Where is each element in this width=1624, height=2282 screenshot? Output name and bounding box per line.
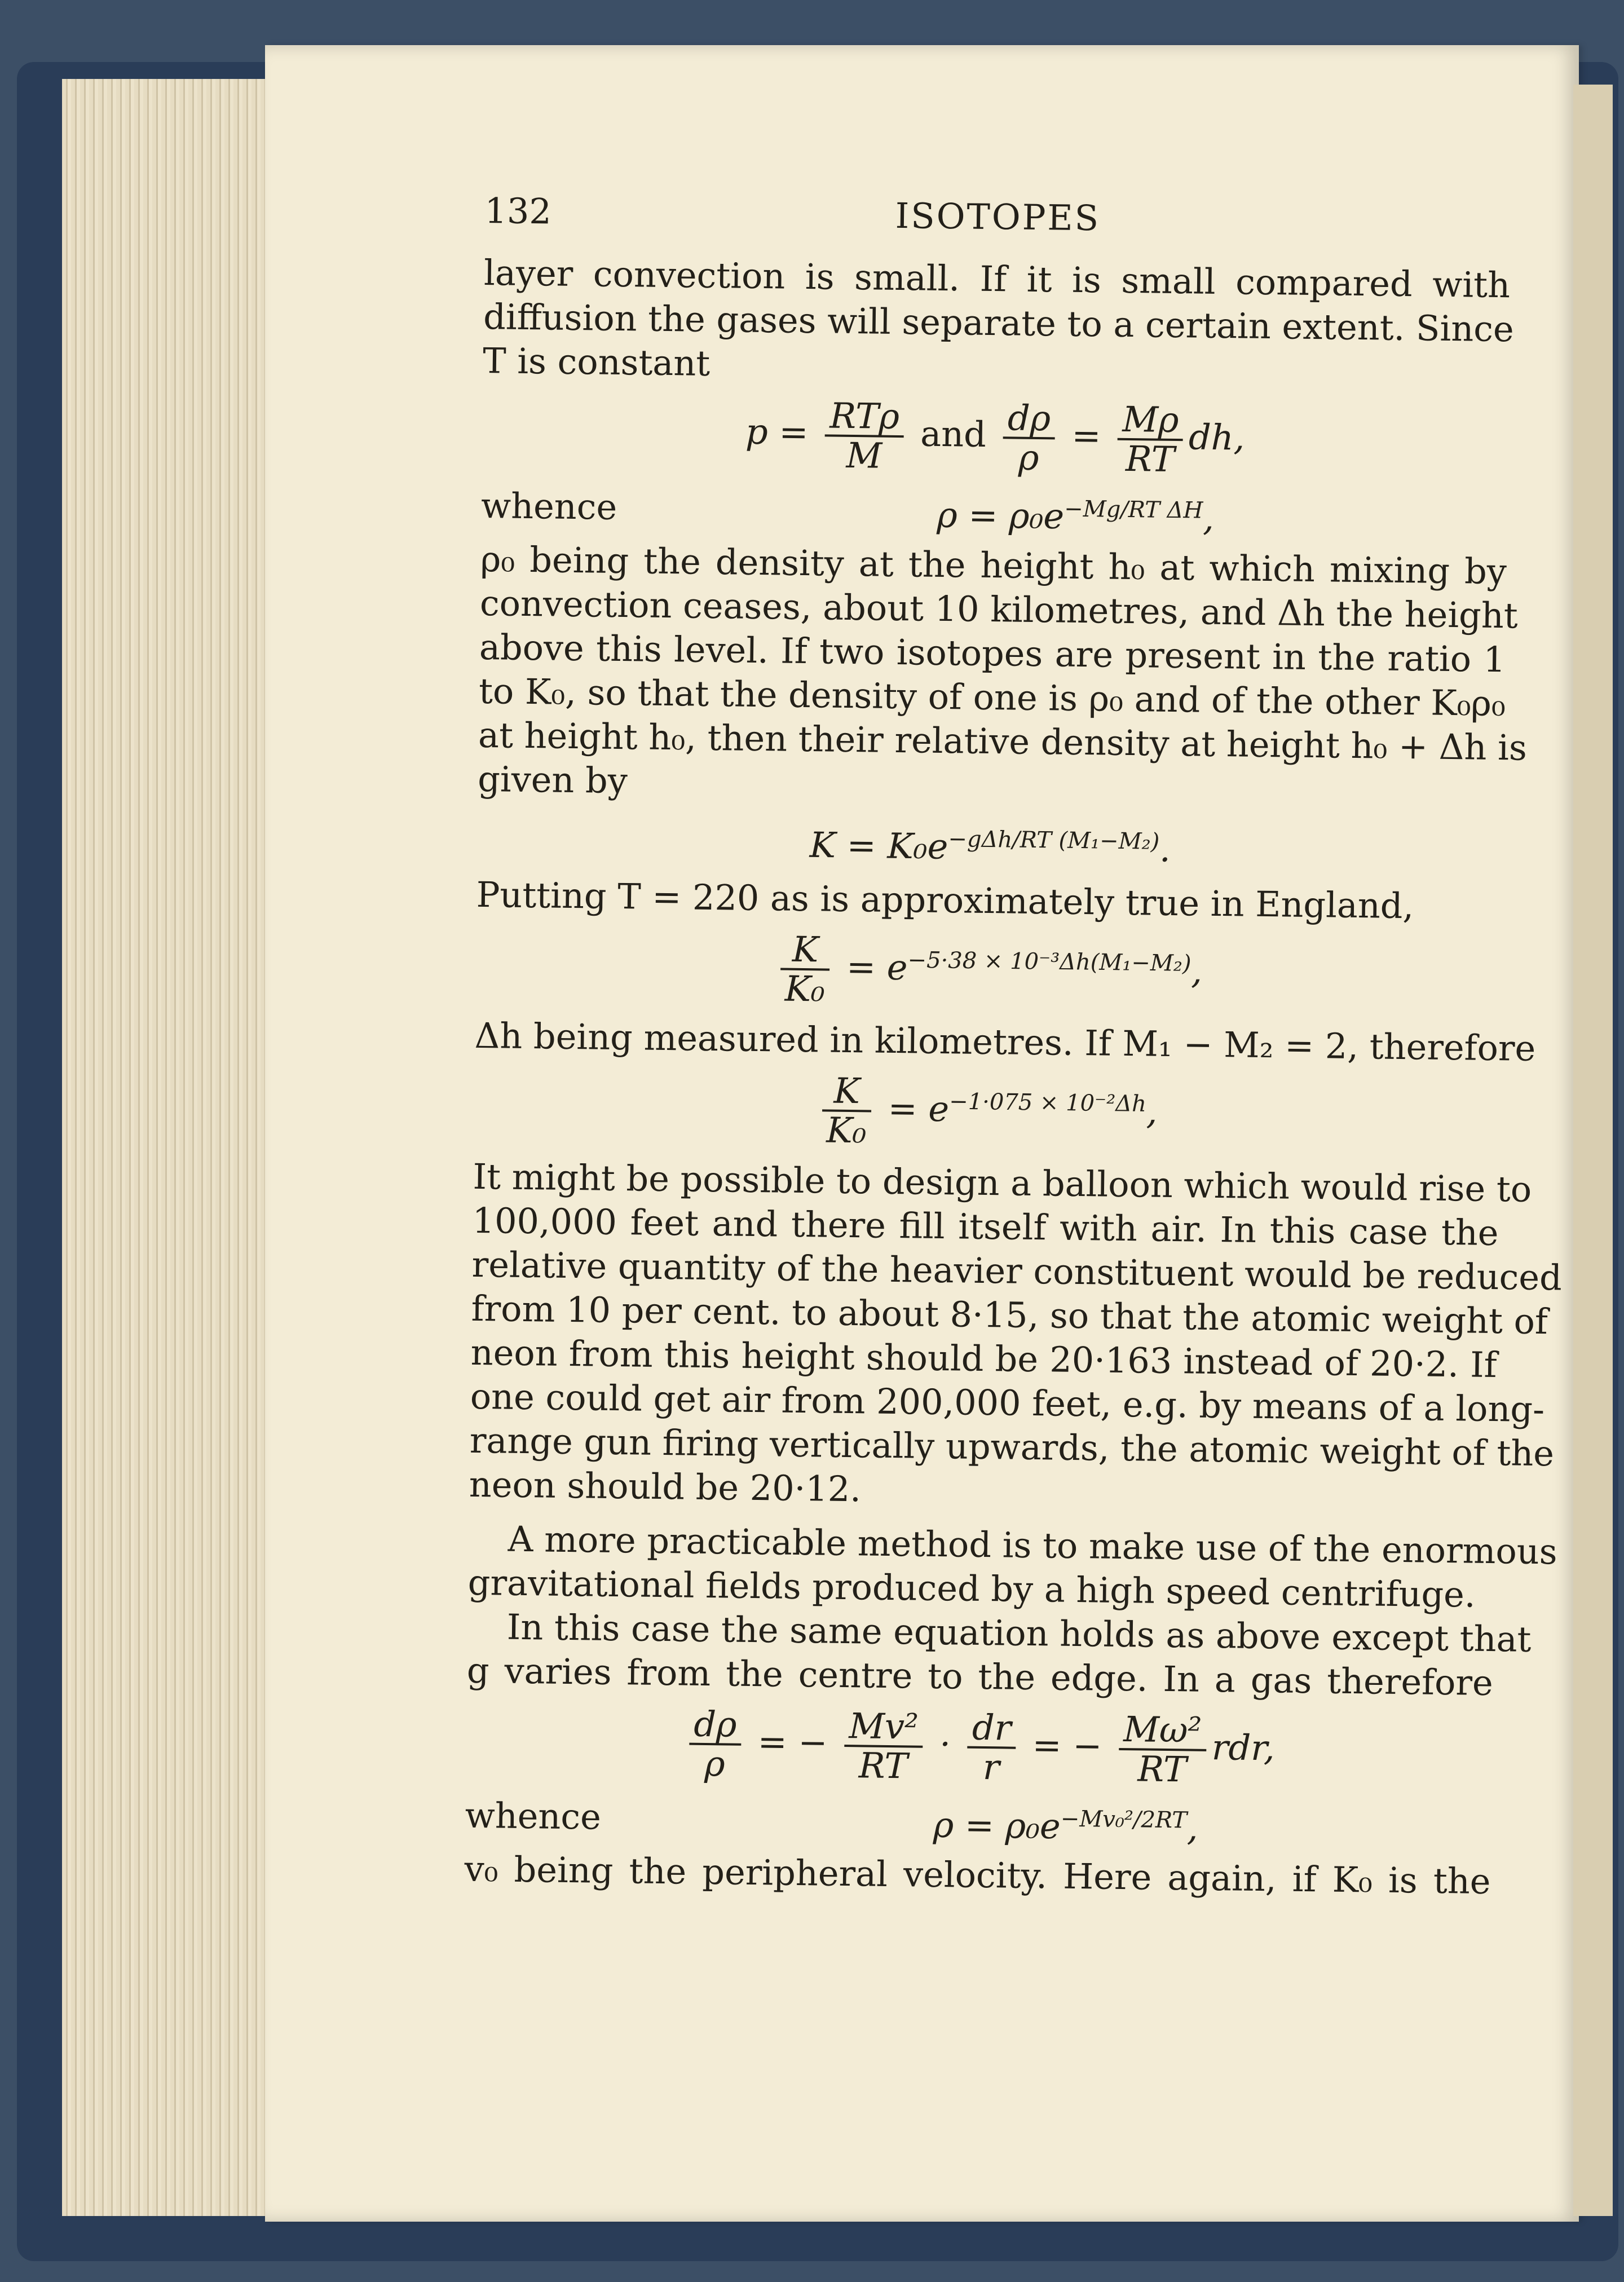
equation-density: p = $\frac{\text{RTρ}}{M}$ and $\frac{d\rho}{\rho}$ = $\frac{M\rho}{RT}$ dh, xyxy=(745,395,1245,480)
running-title: ISOTOPES xyxy=(895,195,1101,239)
equation-centrifuge: $\frac{d\rho}{\rho}$ = − $\frac{\text{Mv²}}{RT}$ · $\frac{dr}{r}$ = − $\frac{\text{Mω²}}{RT}$ rdr, xyxy=(466,1703,1493,1792)
page-number: 132 xyxy=(484,189,552,232)
text-line: at height h₀, then their relative density at height h₀ + Δh is xyxy=(478,714,1528,769)
text-line: In this case the same equation holds as above except that xyxy=(506,1606,1532,1661)
text-line: v₀ being the peripheral velocity. Here again, if K₀ is the xyxy=(464,1848,1491,1902)
page-gutter-shadow xyxy=(1573,85,1613,2216)
text-line: to K₀, so that the density of one is ρ₀ and of the other K₀ρ₀ xyxy=(478,670,1506,724)
text-line: layer convection is small. If it is small compared with xyxy=(483,251,1511,306)
equation-m-diff: $\frac{K}{\text{K₀}}$ = $e^{-1\cdot 075 \times 10^{-2}\Delta h}$, xyxy=(473,1068,1501,1157)
text-line: from 10 per cent. to about 8·15, so that the atomic weight of xyxy=(471,1288,1548,1343)
text-line: given by xyxy=(477,758,628,801)
text-line: above this level. If two isotopes are present in the ratio 1 xyxy=(479,626,1506,680)
text-line: diffusion the gases will separate to a certain extent. Since xyxy=(483,295,1515,350)
text-line: It might be possible to design a balloon which would rise to xyxy=(473,1156,1532,1211)
text-line: convection ceases, about 10 kilometres, and Δh the height xyxy=(479,582,1519,637)
text-line: Putting T = 220 as is approximately true in England, xyxy=(476,874,1414,927)
equation-whence-2: whence $\rho = \rho_0e^{-Mv_0^2/2RT}$, xyxy=(465,1794,1199,1849)
equation-england: $\frac{K}{\text{K₀}}$ = $e^{-5\cdot 38 \times 10^{-3}\Delta h(M_1-M_2)}$, xyxy=(475,927,1502,1016)
equation-ratio: $K = K_0e^{-g\Delta h/RT (M_1-M_2)}$. xyxy=(809,824,1171,870)
equation-whence-1: whence $\rho = \rho_0e^{-Mg/RT \Delta H}$, xyxy=(480,484,1215,539)
text-line: range gun firing vertically upwards, the atomic weight of the xyxy=(469,1420,1555,1475)
page-edges xyxy=(62,79,299,2216)
text-line: one could get air from 200,000 feet, e.g. by means of a long- xyxy=(470,1376,1545,1431)
page-text xyxy=(464,189,1563,1904)
text-line: relative quantity of the heavier constituent would be reduced xyxy=(471,1244,1563,1299)
text-line: A more practicable method is to make use of the enormous xyxy=(508,1518,1557,1573)
text-line: neon from this height should be 20·163 instead of 20·2. If xyxy=(470,1332,1498,1386)
text-line: 100,000 feet and there fill itself with air. In this case the xyxy=(472,1200,1499,1254)
text-line: T is constant xyxy=(482,339,710,384)
text-line: Δh being measured in kilometres. If M₁ − M₂ = 2, therefore xyxy=(474,1015,1536,1070)
text-line: ρ₀ being the density at the height h₀ at which mixing by xyxy=(480,538,1507,592)
text-line: gravitational fields produced by a high speed centrifuge. xyxy=(467,1562,1476,1616)
text-line: g varies from the centre to the edge. In a gas therefore xyxy=(466,1650,1494,1704)
text-line: neon should be 20·12. xyxy=(469,1464,862,1510)
